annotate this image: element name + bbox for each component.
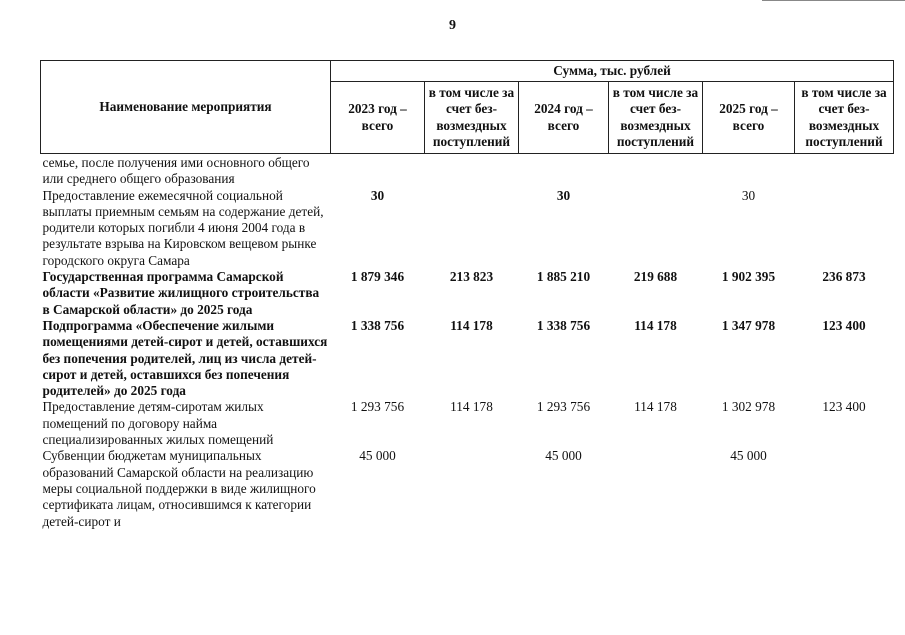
cell-2024-grants: 114 178 (634, 317, 677, 333)
cell-2025-grants (795, 188, 894, 269)
table-row (41, 269, 894, 318)
cell-2023-grants: 213 823 (449, 269, 494, 285)
cell-2023-grants (425, 448, 519, 529)
cell-2023-total: 45 000 (359, 448, 396, 464)
cell-2025-grants (795, 154, 894, 188)
cell-2023-total: 30 (370, 187, 385, 203)
column-header-2024-total: 2024 год – всего (519, 82, 609, 154)
page-number: 9 (449, 18, 456, 33)
row-name: Предоставление ежемесячной социальной выплаты приемным семьям на содержание детей, родители которых погибли 4 июня 2004 года в результате взрыва на Кировском вещевом рынке городского округа Самара (42, 187, 324, 268)
cell-2025-total: 30 (741, 187, 756, 203)
cell-2025-total: 1 302 978 (721, 399, 776, 415)
cell-2024-total: 30 (556, 187, 571, 203)
cell-2025-total (703, 154, 795, 188)
column-header-2024-grants: в том числе за счет без-возмездных поступлений (609, 82, 703, 154)
table-row (41, 448, 894, 529)
row-name: семье, после получения ими основного общего или среднего общего образования (42, 155, 310, 187)
cell-2025-grants (795, 448, 894, 529)
budget-table (40, 60, 894, 530)
column-header-name: Наименование мероприятия (41, 61, 331, 154)
cell-2023-total (331, 154, 425, 188)
table-header (41, 61, 894, 154)
row-name: Предоставление детям-сиротам жилых помещений по договору найма специализированных жилых помещений (42, 399, 274, 448)
table-row (41, 399, 894, 448)
page-edge-line (762, 0, 905, 1)
cell-2024-grants (609, 154, 703, 188)
row-name: Подпрограмма «Обеспечение жилыми помещениями детей-сирот и детей, оставшихся без попечения родителей, лиц из числа детей-сирот и детей, оставшихся без попечения родителей» до 2025 года (42, 317, 328, 399)
table-row (41, 154, 894, 188)
cell-2025-grants: 123 400 (822, 399, 866, 415)
row-name: Государственная программа Самарской области «Развитие жилищного строительства в Самарской области» до 2025 года (42, 269, 320, 317)
cell-2025-grants: 123 400 (822, 317, 866, 333)
cell-2024-total: 1 338 756 (536, 317, 591, 333)
cell-2024-total: 1 293 756 (536, 399, 591, 415)
column-group-header-sum: Сумма, тыс. рублей (331, 61, 894, 82)
cell-2024-grants: 114 178 (634, 399, 677, 415)
table-row (41, 318, 894, 399)
column-header-2025-total: 2025 год – всего (703, 82, 795, 154)
cell-2025-total: 1 902 395 (721, 269, 776, 285)
cell-2024-grants (609, 448, 703, 529)
table-body (41, 154, 894, 530)
cell-2025-grants: 236 873 (822, 269, 866, 285)
cell-2024-total (519, 154, 609, 188)
cell-2023-grants (425, 154, 519, 188)
cell-2024-grants: 219 688 (633, 269, 678, 285)
cell-2024-total: 45 000 (545, 448, 582, 464)
cell-2025-total: 45 000 (730, 448, 767, 464)
cell-2024-grants (609, 188, 703, 269)
cell-2025-total: 1 347 978 (721, 317, 776, 333)
column-header-2025-grants: в том числе за счет без-возмездных поступлений (795, 82, 894, 154)
column-header-2023-grants: в том числе за счет без-возмездных поступлений (425, 82, 519, 154)
cell-2023-grants (425, 188, 519, 269)
cell-2023-total: 1 879 346 (350, 269, 405, 285)
table-row (41, 188, 894, 269)
cell-2023-total: 1 338 756 (350, 317, 405, 333)
row-name: Субвенции бюджетам муниципальных образований Самарской области на реализацию меры социальной поддержки в виде жилищного сертификата лицам, относившимся к категории детей-сирот и (42, 448, 316, 529)
cell-2023-total: 1 293 756 (350, 399, 405, 415)
cell-2024-total: 1 885 210 (536, 269, 591, 285)
column-header-2023-total: 2023 год – всего (331, 82, 425, 154)
cell-2023-grants: 114 178 (450, 399, 493, 415)
cell-2023-grants: 114 178 (450, 317, 493, 333)
